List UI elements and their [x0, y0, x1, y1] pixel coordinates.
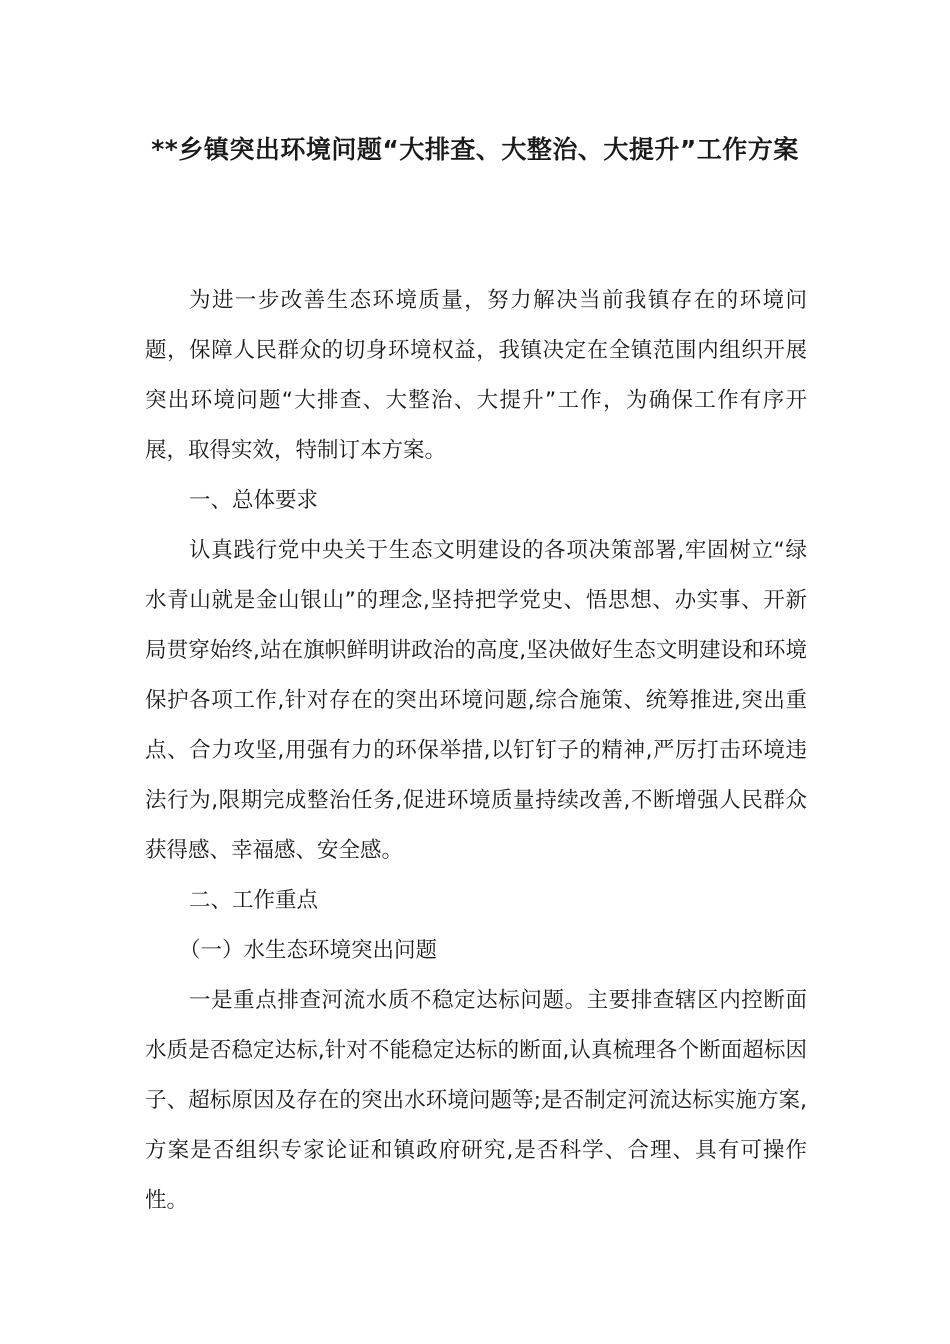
document-title: **乡镇突出环境问题“大排查、大整治、大提升”工作方案 [151, 135, 799, 164]
subsection-1-paragraph: 一是重点排查河流水质不稳定达标问题。主要排查辖区内控断面水质是否稳定达标,针对不能稳定达标的断面,认真梳理各个断面超标因子、超标原因及存在的突出水环境问题等;是否制定河流达标实施方案,方案是否组织专家论证和镇政府研究,是否科学、合理、具有可操作性。 [145, 988, 807, 1213]
subsection-1-heading: （一）水生态环境突出问题 [179, 938, 438, 963]
document-body [145, 276, 807, 1226]
section-1-paragraph: 认真践行党中央关于生态文明建设的各项决策部署,牢固树立“绿水青山就是金山银山”的理念,坚持把学党史、悟思想、办实事、开新局贯穿始终,站在旗帜鲜明讲政治的高度,坚决做好生态文明建设和环境保护各项工作,针对存在的突出环境问题,综合施策、统筹推进,突出重点、合力攻坚,用强有力的环保举措,以钉钉子的精神,严厉打击环境违法行为,限期完成整治任务,促进环境质量持续改善,不断增强人民群众获得感、幸福感、安全感。 [145, 538, 807, 863]
section-1-heading: 一、总体要求 [189, 488, 319, 513]
section-2-heading: 二、工作重点 [189, 888, 319, 913]
intro-paragraph: 为进一步改善生态环境质量，努力解决当前我镇存在的环境问题，保障人民群众的切身环境权益，我镇决定在全镇范围内组织开展突出环境问题“大排查、大整治、大提升”工作，为确保工作有序开展，取得实效，特制订本方案。 [145, 288, 807, 463]
